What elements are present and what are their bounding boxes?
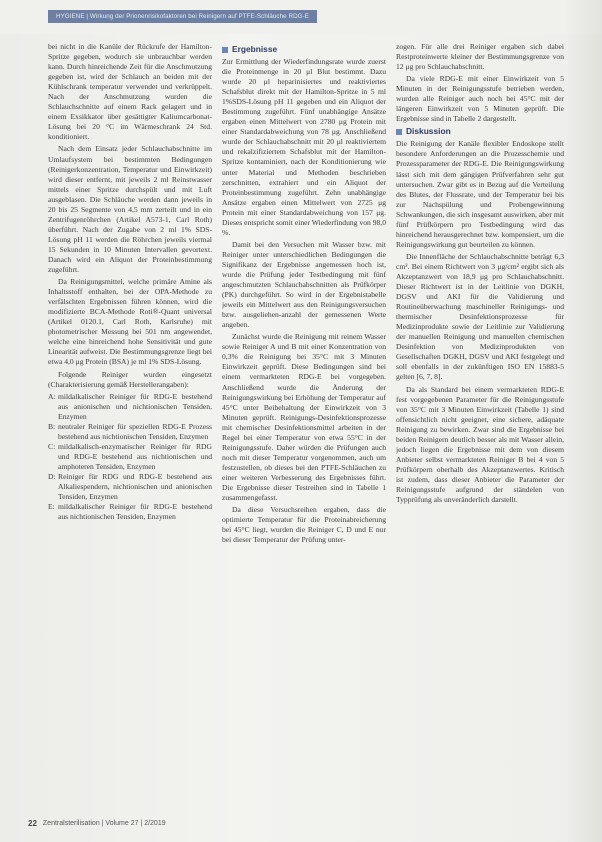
text-column-1 (48, 42, 212, 812)
section-heading-text: Ergebnisse (232, 44, 278, 54)
page-edge-shadow (564, 0, 602, 842)
text-column-3 (396, 42, 564, 812)
paragraph: Die Innenfläche der Schlauchabschnitte beträgt 6,3 cm². Bei einem Richtwert von 3 μg/cm² ergibt sich als Akzeptanzwert von 18,9 μg pro Schlauchabschnitt. Dieser Richtwert ist in der Leitlinie von DGKH, DGSV und AKI für die Validierung und Routineüberwachung maschineller Reinigungs- und thermischer Desinfektionsprozesse für Medizinprodukte sowie der Leitlinie zur Validierung der manuellen Reinigung und manuellen chemischen Desinfektion von Medizinprodukten von Gesellschaften DGKH, DGSV und AKI festgelegt und soll ebenfalls in der zukünftigen ISO EN 15883-5 gelten [6, 7, 8]. (396, 251, 564, 382)
paragraph: Damit bei den Versuchen mit Wasser bzw. mit Reiniger unter unterschiedlichen Bedingungen die Signifikanz der Ergebnisse angemessen hoch ist, wurde die Prüfung jeder Testbedingung mit fünf angeschmutzten Schlauchabschnitten als Prüfkörper (PK) durchgeführt. So wird in der Ergebnistabelle jeweils ein Mittelwert aus den Reinigungsversuchen bzw. ausgeliehen-anzahl der gemessenen Werte angeben. (222, 239, 386, 330)
page-footer (28, 817, 166, 829)
paragraph: Zunächst wurde die Reinigung mit reinem Wasser sowie Reiniger A und B mit einer Konzentration von 0,3% die Reinigung bei 35°C mit 3 Minuten Einwirkzeit geprüft. Diese Bedingungen sind bei einem vermarkteten RDG-E bei vorgegeben. Anschließend wurde die Änderung der Reinigungswirkung bei Erhöhung der Temperatur auf 45°C unter Beibehaltung der Einwirkzeit von 3 Minuten geprüft. Reinigungs-Desinfektionsprozesse mit chemischer Desinfektionsmittel arbeiten in der Regel bei einer Temperatur von etwa 55°C in der Reinigungsstufe. Daher würden die Prüfungen auch noch mit dieser Temperatur vorgenommen, auch um festzustellen, ob dieses bei den PTFE-Schläuchen zu einer weiteren Verbesserung des Ergebnisses führt. Die Ergebnisse dieser Testreihen sind in Tabelle 1 zusammengefasst. (222, 332, 386, 503)
list-text: mildalkalisch-enzymatischer Reiniger für RDG und RDG-E bestehend aus nichtionischen und amphoteren Tensiden, Enzymen (58, 441, 212, 471)
cleaner-list (48, 392, 212, 523)
list-item (48, 442, 212, 472)
header-section: HYGIENE (56, 13, 85, 20)
list-text: Reiniger für RDG und RDG-E bestehend aus Alkaliespendern, nichtionischen und anionischen Tensiden, Enzymen (58, 471, 212, 502)
running-header: HYGIENE | Wirkung der Prionenrisikofaktoren bei Reinigern auf PTFE-Schläuche RDG-E (48, 10, 317, 23)
section-heading-results (222, 44, 386, 55)
paragraph: Nach dem Einsatz jeder Schlauchabschnitte im Umlaufsystem bei bestimmten Bedingungen (Reinigerkonzentration, Temperatur und Einwirkzeit) wird dieser entfernt, mit jeweils 2 ml Reinstwasser mittels einer Spritze durchspült und mit Luft ausgeblasen. Die Schläuche werden dann jeweils in 20 bis 25 Segmente von 4,5 mm zerteilt und in ein Zentrifugenröhrchen (Artikel A573-1, Carl Roth) überführt. Nach der Zugabe von 2 ml 1% SDS-Lösung pH 11 werden die Röhrchen jeweils viermal 15 Sekunden in 10 Minuten Intervallen gevortext. Danach wird ein Aliquot der Proteinbestimmung zugeführt. (48, 144, 212, 275)
paragraph: Zur Ermittlung der Wiederfindungsrate wurde zuerst die Proteinmenge in 20 μl Blut bestimmt. Dazu wurde 20 μl heparinisiertes und reaktiviertes Schafsblut direkt mit der Hamilton-Spritze in 5 ml 1%SDS-Lösung pH 11 gegeben und ein Aliquot der Bestimmung zugeführt. Fünf unabhängige Ansätze ergaben einen Mittelwert von 2780 μg Protein mit einer Standardabweichung von 78 μg. Anschließend wurde der Schlauchabschnitt mit 20 μl reaktiviertem und rekalzifiziertem Schafsblut mit der Hamilton-Spritze kontaminiert, nach der Konditionierung wie unter Material und Methoden beschrieben zerschnitten, extrahiert und ein Aliquot der Proteinbestimmung zugeführt. Zehn unabhängige Ansätze ergaben einen Mittelwert von 2725 μg Protein mit einer Standardabweichung von 157 μg. Dieses entspricht somit einer Wiederfindung von 98,0 %. (222, 57, 386, 237)
list-text: mildalkalischer Reiniger für RDG-E bestehend aus anionischen und nichtionischen Tensiden, Enzymen (58, 391, 212, 421)
list-item (48, 422, 212, 442)
header-bar (0, 0, 602, 34)
journal-citation: Zentralsterilisation | Volume 27 | 2/2019 (42, 819, 166, 827)
page-number: 22 (28, 818, 37, 828)
header-running-title: Wirkung der Prionenrisikofaktoren bei Reinigern auf PTFE-Schläuche RDG-E (89, 13, 309, 20)
list-marker: C: (48, 441, 56, 451)
paragraph: Da Reinigungsmittel, welche primäre Amine als Inhaltsstoff enthalten, bei der OPA-Methode zu verfälschten Ergebnissen führen können, wird die modifizierte BCA-Methode Roti®-Quant universal (Artikel 0120.1, Carl Roth, Karlsruhe) mit photometrischer Messung bei 501 nm angewendet, welche eine hinreichend hohe Sensitivität und gute Linearität aufweist. Die Bestimmungsgrenze liegt bei etwa 4,0 μg Protein (BSA) je ml 1% SDS-Lösung. (48, 277, 212, 367)
square-bullet-icon (222, 47, 228, 53)
list-item (48, 472, 212, 502)
list-item (48, 502, 212, 522)
paragraph: Folgende Reiniger wurden eingesetzt (Charakterisierung gemäß Herstellerangaben): (48, 369, 212, 389)
section-heading-text: Diskussion (406, 126, 451, 137)
list-item (48, 392, 212, 422)
paragraph: Die Reinigung der Kanäle flexibler Endoskope stellt besondere Anforderungen an die Prozesschemie und Prozessparameter der RDG-E. Die Reinigungswirkung lässt sich mit dem gängigen Prüfverfahren sehr gut untersuchen. Zwar gibt es in Bezug auf die Verteilung des Blutes, der Flussrate, und der Temperatur bei bis zur Nachspülung und Probengewinnung Schwankungen, die sich insgesamt auswirken, aber mit fünf Prüfkörpern pro Testbedingung wird das hinreichend herausgerechnet bzw. kompensiert, um die Reinigungswirkung gut beurteilen zu können. (396, 139, 564, 249)
list-text: mildalkalischer Reiniger für RDG-E bestehend aus nichtionischen Tensiden, Enzymen (58, 502, 212, 522)
paragraph: Da viele RDG-E mit einer Einwirkzeit von 5 Minuten in der Reinigungsstufe betrieben werden, wurden alle Reiniger auch noch bei 45°C mit der längeren Einwirkzeit von 5 Minuten geprüft. Die Ergebnisse sind in Tabelle 2 dargestellt. (396, 74, 564, 124)
paragraph: Da diese Versuchsreihen ergaben, dass die optimierte Temperatur für die Proteinabreicherung bei 45°C liegt, wurden die Reiniger C, D und E nur bei dieser Temperatur der Prüfung unter- (222, 505, 386, 545)
paragraph: Da als Standard bei einem vermarkteten RDG-E fest vorgegebenen Parameter für die Reinigungsstufe von 35°C mit 3 Minuten Einwirkzeit (Tabelle 1) sind offensichtlich nicht geeignet, eine sichere, adäquate Reinigung zu bewirken. Zwar sind die Ergebnisse bei beiden Reinigern deutlich besser als mit Wasser allein, jedoch liegen die Ergebnisse mit dem von diesem Anbieter selbst vermarkteten Reiniger B bei 4 von 5 Prüfkörpern oberhalb des Akzeptanzwertes. Kritisch ist zudem, dass dieser Anbieter die Parameter der Reinigungsstufe aufgrund der ständelen von Typprüfung als unveränderlich darstellt. (396, 384, 564, 505)
list-marker: E: (48, 502, 55, 512)
text-column-2 (222, 42, 386, 812)
paragraph: bei nicht in die Kanüle der Rückrufe der Hamilton-Spritze gegeben, wodurch sie unbrauchbar werden kann. Durch hinreichende Zeit für die Anschmutzung gegeben ist, wird der Schlauch an beiden mit der Kühlschrank temperatur verwendet und verkrüppelt. Nach der Anschmutzung wurden die Schlauchschnitte auf einem Rack gelagert und in einem Exsikkator über gesättigter Kaliumcarbonat-Lösung bei 20 °C im Wärmeschrank 24 Std. konditioniert. (48, 42, 212, 142)
section-heading-discussion (396, 126, 564, 137)
square-bullet-icon (396, 129, 402, 135)
list-marker: B: (48, 421, 56, 431)
list-marker: D: (48, 471, 56, 481)
paragraph: zogen. Für alle drei Reiniger ergaben sich dabei Restproteinwerte kleiner der Bestimmungsgrenze von 12 μg pro Schlauchabschnitt. (396, 42, 564, 72)
list-text: neutraler Reiniger für speziellen RDG-E Prozess bestehend aus nichtionischen Tensiden, Enzymen (58, 421, 212, 441)
list-marker: A: (48, 391, 56, 401)
